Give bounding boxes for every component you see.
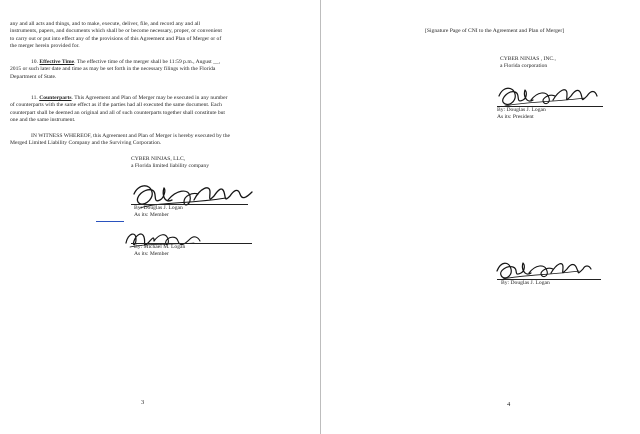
signatory-company xyxy=(131,156,209,171)
document-page-4 xyxy=(321,0,640,434)
text-line: . The effective time of the merger shall be 11:59 p.m., August __, xyxy=(74,59,221,65)
witness-clause xyxy=(10,133,310,148)
paragraph-continuation xyxy=(10,21,310,50)
blue-ink-mark xyxy=(96,221,124,222)
signer-name: By: Michael M. Logan xyxy=(134,244,186,250)
page-number: 4 xyxy=(507,401,511,408)
signatory-company xyxy=(500,56,556,71)
signature-block-1 xyxy=(134,205,183,220)
section-heading: Effective Time xyxy=(39,59,75,65)
text-line: . This Agreement and Plan of Merger may be executed in any number xyxy=(71,95,228,101)
text-line: the merger herein provided for. xyxy=(10,42,80,49)
signer-title: As its: Member xyxy=(134,212,169,219)
text-line: to carry out or put into effect any of the provisions of this Agreement and Plan of Merger or of xyxy=(10,35,222,42)
text-line: one and the same instrument. xyxy=(10,116,76,123)
text-line: of counterparts with the same effect as if the parties had all executed the same document. Each xyxy=(10,102,222,109)
signer-name: By: Douglas J. Logan xyxy=(501,280,550,286)
text-line: Department of State. xyxy=(10,73,57,80)
section-heading: Counterparts xyxy=(39,95,72,101)
section-number: 11. xyxy=(31,95,38,101)
signer-title: As its: Member xyxy=(134,251,169,258)
text-line: instruments, papers, and documents which shall be or become necessary, proper, or convenient xyxy=(10,28,222,35)
company-description: a Florida limited liability company xyxy=(131,163,209,170)
page-number: 3 xyxy=(141,399,145,406)
signature-block-1 xyxy=(497,107,546,122)
text-line: counterpart shall be deemed an original and all of such counterparts together shall constitute but xyxy=(10,109,225,116)
text-line: 2015 or such later date and time as may be set forth in the necessary filings with the Florida xyxy=(10,66,216,73)
text-line: IN WITNESS WHEREOF, this Agreement and Plan of Merger is hereby executed by the xyxy=(31,133,231,139)
text-line: Merged Limited Liability Company and the Surviving Corporation. xyxy=(10,140,162,147)
company-name: CYBER NINJAS , INC., xyxy=(500,56,556,62)
company-name: CYBER NINJAS, LLC, xyxy=(131,156,186,162)
signer-title: As its: President xyxy=(497,114,534,121)
section-11-counterparts xyxy=(10,95,310,124)
text-line: any and all acts and things, and to make, execute, deliver, file, and record any and all xyxy=(10,21,201,27)
signer-name: By: Douglas J. Logan xyxy=(134,205,183,211)
signature-page-header: [Signature Page of CNI to the Agreement and Plan of Merger] xyxy=(425,28,565,34)
company-description: a Florida corporation xyxy=(500,63,548,70)
signature-block-2 xyxy=(134,244,185,259)
section-10-effective-time xyxy=(10,59,310,81)
signer-name: By: Douglas J. Logan xyxy=(497,107,546,113)
section-number: 10. xyxy=(31,59,38,65)
